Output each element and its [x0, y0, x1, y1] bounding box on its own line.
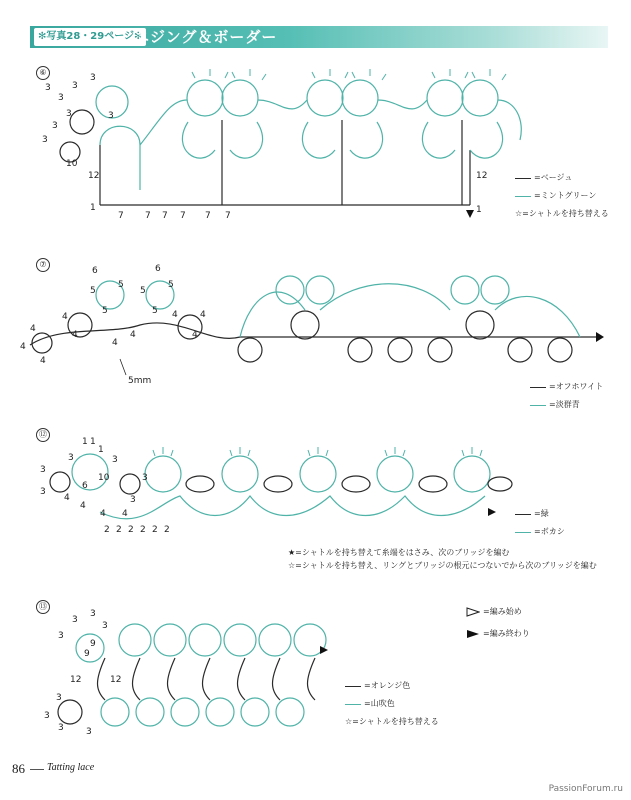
label-13-11: 3 — [86, 727, 92, 737]
label-7-16: 4 — [130, 330, 136, 340]
legend-section-7: =オフホワイト =淡群青 — [530, 381, 603, 411]
label-7-6: 5 — [102, 306, 108, 316]
label-12-7: 3 — [142, 473, 148, 483]
motif-6-3 — [422, 80, 502, 205]
label-7-5: 5 — [168, 280, 174, 290]
label-12-20: 2 — [164, 525, 170, 535]
picots-6 — [192, 69, 506, 80]
label-13-10: 3 — [58, 723, 64, 733]
label-7-9: 4 — [72, 330, 78, 340]
label-7-7: 5 — [152, 306, 158, 316]
notes-section-12 — [288, 546, 597, 572]
label-13-2: 3 — [102, 621, 108, 631]
label-12-5: 3 — [40, 487, 46, 497]
label-6-2: 3 — [72, 81, 78, 91]
label-6-12: 7 — [162, 211, 168, 221]
diagram-section-13 — [0, 600, 340, 745]
label-7-1: 6 — [155, 264, 161, 274]
label-6-4: 3 — [52, 121, 58, 131]
label-6-3: 3 — [90, 73, 96, 83]
label-12-12: 4 — [80, 501, 86, 511]
motif-6-2 — [302, 80, 382, 205]
ring-6-b — [70, 110, 94, 134]
label-6-13: 7 — [180, 211, 186, 221]
book-title: Tatting lace — [47, 762, 95, 773]
label-6-5: 3 — [42, 135, 48, 145]
label-13-0: 3 — [72, 615, 78, 625]
label-6-6: 3 — [66, 109, 72, 119]
label-12-8: 3 — [130, 495, 136, 505]
end-marker-icon — [466, 629, 480, 639]
picots-12 — [153, 447, 482, 456]
label-6-16: 12 — [476, 171, 488, 181]
page-title: エジング＆ボーダー — [134, 28, 278, 46]
page-number: 86 — [12, 761, 25, 776]
label-12-6: 3 — [112, 455, 118, 465]
photo-reference: ✻写真28・29ページ✻ — [34, 28, 146, 46]
label-12-13: 4 — [100, 509, 106, 519]
label-7-15: 4 — [200, 310, 206, 320]
label-6-8: 10 — [66, 159, 78, 169]
label-6-15: 7 — [225, 211, 231, 221]
label-12-18: 2 — [140, 525, 146, 535]
label-6-1: 3 — [58, 93, 64, 103]
swatch-dark — [515, 178, 531, 179]
label-13-8: 3 — [56, 693, 62, 703]
label-7-0: 6 — [92, 266, 98, 276]
diagram-section-7 — [0, 255, 631, 395]
label-7-8: 4 — [62, 312, 68, 322]
label-13-3: 3 — [58, 631, 64, 641]
watermark: PassionForum.ru — [548, 784, 623, 794]
label-13-7: 12 — [110, 675, 122, 685]
motif-12-repeat — [145, 456, 512, 492]
label-7-17: 4 — [112, 338, 118, 348]
label-12-10: 6 — [82, 481, 88, 491]
section-number-12: ⑫ — [36, 428, 50, 442]
motif-6-1 — [182, 80, 262, 205]
measure-7: 5mm — [128, 376, 152, 386]
legend-section-13: =オレンジ色 =山吹色 ☆=シャトルを持ち替える — [345, 681, 439, 726]
label-12-4: 3 — [40, 465, 46, 475]
label-7-2: 5 — [90, 286, 96, 296]
end-marker-12 — [488, 508, 496, 516]
end-marker-7 — [596, 332, 604, 342]
motif-7-repeat — [238, 276, 580, 362]
section-number-6: ⑥ — [36, 66, 50, 80]
label-6-17: 1 — [90, 203, 96, 213]
label-12-0: 1 — [82, 437, 88, 447]
start-end-legend: =編み始め =編み終わり — [466, 606, 530, 640]
note-12-open-star: ☆=シャトルを持ち替え、リングとブリッジの根元につないでから次のブリッジを編む — [288, 561, 597, 570]
label-7-14: 4 — [192, 330, 198, 340]
label-7-12: 4 — [40, 356, 46, 366]
label-12-2: 1 — [98, 445, 104, 455]
label-13-9: 3 — [44, 711, 50, 721]
label-12-3: 3 — [68, 453, 74, 463]
label-12-16: 2 — [116, 525, 122, 535]
swatch-teal — [515, 196, 531, 197]
label-6-11: 7 — [145, 211, 151, 221]
section-number-7: ⑦ — [36, 258, 50, 272]
label-6-10: 7 — [118, 211, 124, 221]
label-13-6: 12 — [70, 675, 82, 685]
label-7-4: 5 — [140, 286, 146, 296]
section-number-13: ⑬ — [36, 600, 50, 614]
label-12-15: 2 — [104, 525, 110, 535]
label-7-10: 4 — [30, 324, 36, 334]
label-12-14: 4 — [122, 509, 128, 519]
label-12-9: 10 — [98, 473, 110, 483]
legend-section-12: =緑 =ボカシ — [515, 508, 565, 538]
label-12-19: 2 — [152, 525, 158, 535]
note-12-filled-star: ★=シャトルを持ち替えて糸端をはさみ、次のブリッジを編む — [288, 548, 510, 557]
end-marker-6 — [466, 210, 474, 218]
label-6-18: 1 — [476, 205, 482, 215]
motif-13-top — [119, 624, 326, 656]
label-13-4: 9 — [90, 639, 96, 649]
label-12-1: 1 — [90, 437, 96, 447]
label-6-9: 12 — [88, 171, 100, 181]
chain-13 — [98, 658, 316, 700]
chain-base-12 — [100, 496, 485, 519]
label-12-17: 2 — [128, 525, 134, 535]
label-7-11: 4 — [20, 342, 26, 352]
legend-section-6: =ベージュ =ミントグリーン ☆=シャトルを持ち替える — [515, 173, 609, 218]
footer-separator — [30, 769, 44, 770]
label-7-13: 4 — [172, 310, 178, 320]
motif-13-bottom — [101, 698, 304, 726]
label-13-1: 3 — [90, 609, 96, 619]
label-6-0: 3 — [45, 83, 51, 93]
label-12-11: 4 — [64, 493, 70, 503]
start-marker-icon — [466, 607, 480, 617]
label-6-7: 3 — [108, 111, 114, 121]
label-7-3: 5 — [118, 280, 124, 290]
label-6-14: 7 — [205, 211, 211, 221]
label-13-5: 9 — [84, 649, 90, 659]
